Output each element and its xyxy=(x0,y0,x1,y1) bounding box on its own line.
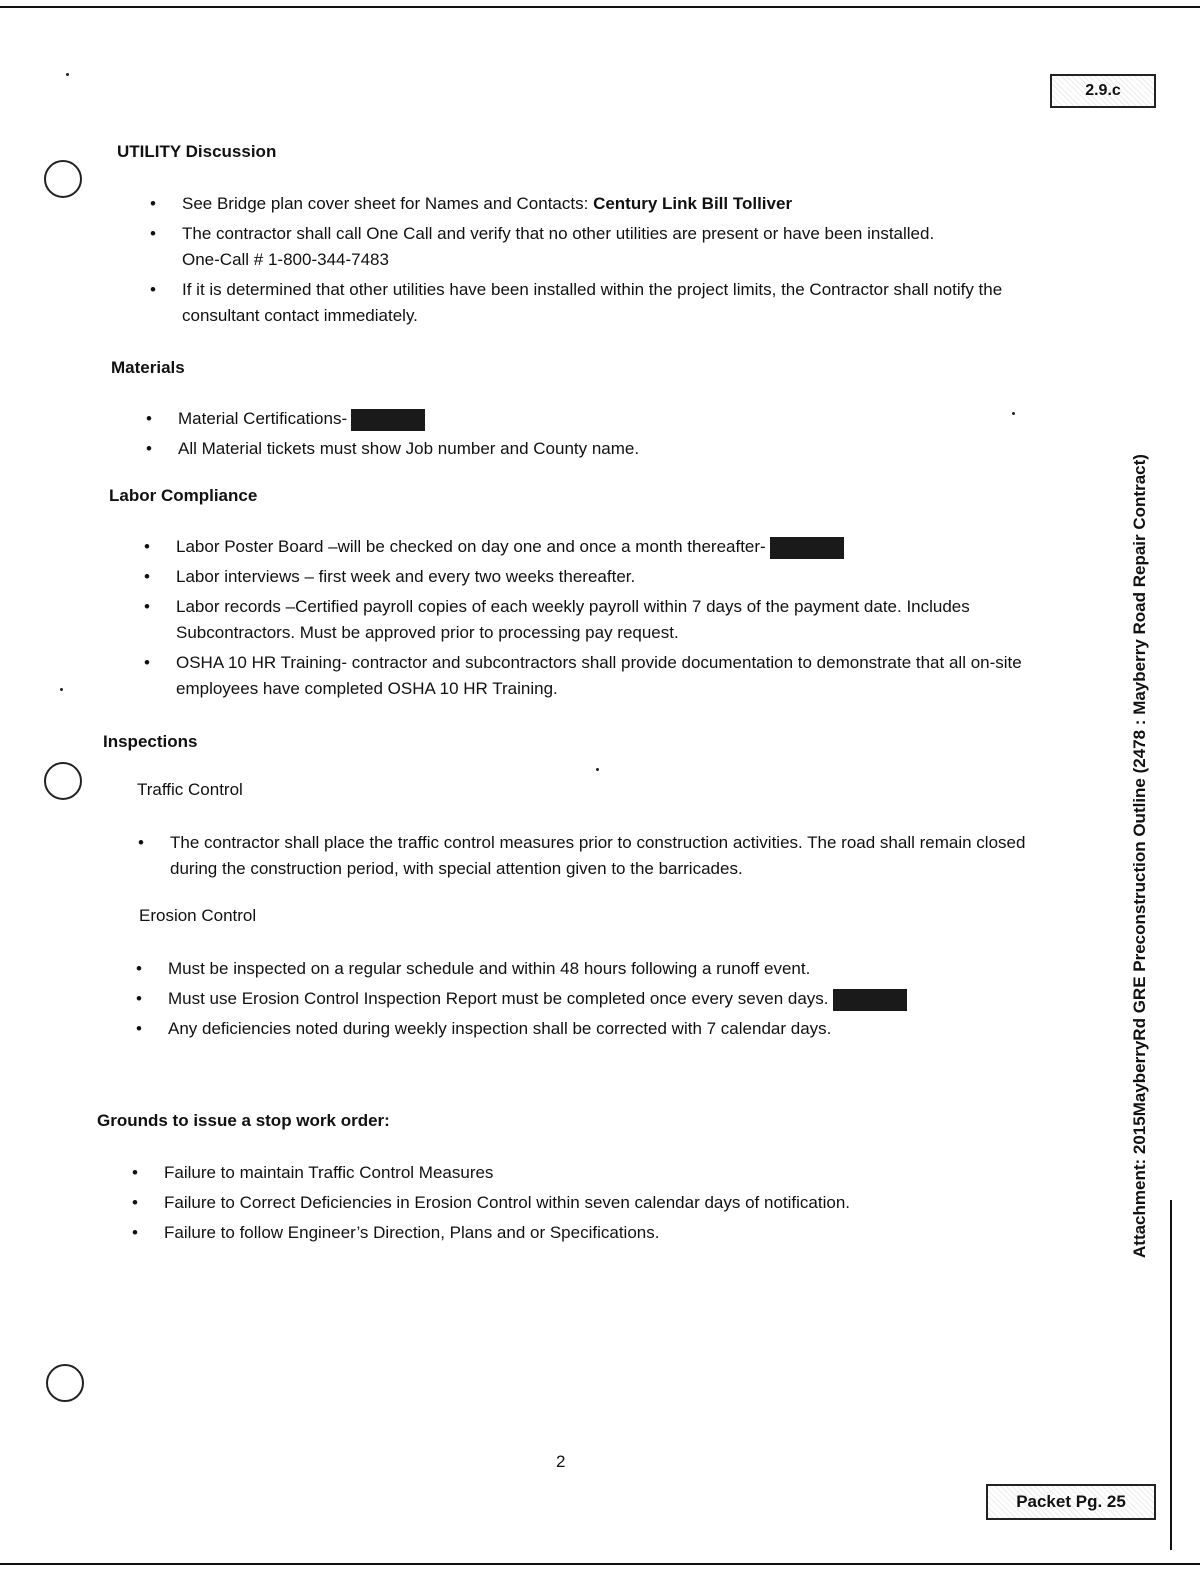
list-item: • Failure to maintain Traffic Control Measures xyxy=(164,1160,1044,1186)
punch-hole-icon xyxy=(46,1364,84,1402)
list-item: • If it is determined that other utilities have been installed within the project limits, the Contractor shall notify the consultant contact immediately. xyxy=(182,277,1067,329)
list-item: • Failure to follow Engineer’s Direction, Plans and or Specifications. xyxy=(164,1220,1044,1246)
page-number: 2 xyxy=(556,1452,566,1471)
stop-work-list xyxy=(164,1160,1044,1250)
list-item xyxy=(178,406,1058,432)
item-text: Material Certifications- xyxy=(178,409,348,428)
scan-speck xyxy=(596,768,599,771)
list-item: • Must be inspected on a regular schedule and within 48 hours following a runoff event. xyxy=(168,956,1048,982)
labor-list xyxy=(176,534,1056,706)
list-item xyxy=(182,191,1067,217)
redaction-block xyxy=(770,537,844,559)
materials-heading: Materials xyxy=(111,358,185,377)
list-item: • All Material tickets must show Job number and County name. xyxy=(178,436,1058,462)
list-item: • Any deficiencies noted during weekly inspection shall be corrected with 7 calendar days. xyxy=(168,1016,1048,1042)
item-text: Must use Erosion Control Inspection Report must be completed once every seven days. xyxy=(168,989,829,1008)
stop-work-heading: Grounds to issue a stop work order: xyxy=(97,1111,390,1130)
scan-speck xyxy=(60,688,63,691)
item-text: Labor Poster Board –will be checked on day one and once a month thereafter- xyxy=(176,537,766,556)
attachment-label: Attachment: 2015MayberryRd GRE Preconstruction Outline (2478 : Mayberry Road Repair Contract) xyxy=(1130,454,1149,1258)
erosion-control-heading: Erosion Control xyxy=(139,906,257,925)
top-rule xyxy=(0,6,1200,8)
list-item xyxy=(182,221,1067,273)
punch-hole-icon xyxy=(44,762,82,800)
contact-name: Century Link Bill Tolliver xyxy=(593,194,793,213)
list-item: • Failure to Correct Deficiencies in Erosion Control within seven calendar days of notification. xyxy=(164,1190,1044,1216)
list-item: • Labor interviews – first week and every two weeks thereafter. xyxy=(176,564,1056,590)
materials-list xyxy=(178,406,1058,466)
punch-hole-icon xyxy=(44,160,82,198)
list-item xyxy=(168,986,1048,1012)
scan-speck xyxy=(66,73,69,76)
list-item: • The contractor shall place the traffic control measures prior to construction activities. The road shall remain closed during the construction period, with special attention given to the barricades. xyxy=(170,830,1055,882)
list-item: • Labor records –Certified payroll copies of each weekly payroll within 7 days of the payment date. Includes Subcontractors. Must be approved prior to processing pay request. xyxy=(176,594,1056,646)
redaction-block xyxy=(833,989,907,1011)
section-stamp: 2.9.c xyxy=(1050,74,1156,108)
item-text: The contractor shall call One Call and verify that no other utilities are present or have been installed. xyxy=(182,224,935,243)
traffic-control-list xyxy=(170,830,1055,886)
bottom-rule xyxy=(0,1563,1200,1565)
list-item xyxy=(176,534,1056,560)
one-call-number: One-Call # 1-800-344-7483 xyxy=(182,250,389,269)
erosion-control-list xyxy=(168,956,1048,1046)
list-item: • OSHA 10 HR Training- contractor and subcontractors shall provide documentation to demonstrate that all on-site employees have completed OSHA 10 HR Training. xyxy=(176,650,1056,702)
traffic-control-heading: Traffic Control xyxy=(137,780,243,799)
inspections-heading: Inspections xyxy=(103,732,198,751)
utility-list xyxy=(182,191,1067,333)
margin-rule xyxy=(1170,1200,1172,1550)
redaction-block xyxy=(351,409,425,431)
utility-heading: UTILITY Discussion xyxy=(117,142,277,161)
item-text: See Bridge plan cover sheet for Names and Contacts: xyxy=(182,194,594,213)
labor-heading: Labor Compliance xyxy=(109,486,258,505)
packet-page-stamp: Packet Pg. 25 xyxy=(986,1484,1156,1520)
